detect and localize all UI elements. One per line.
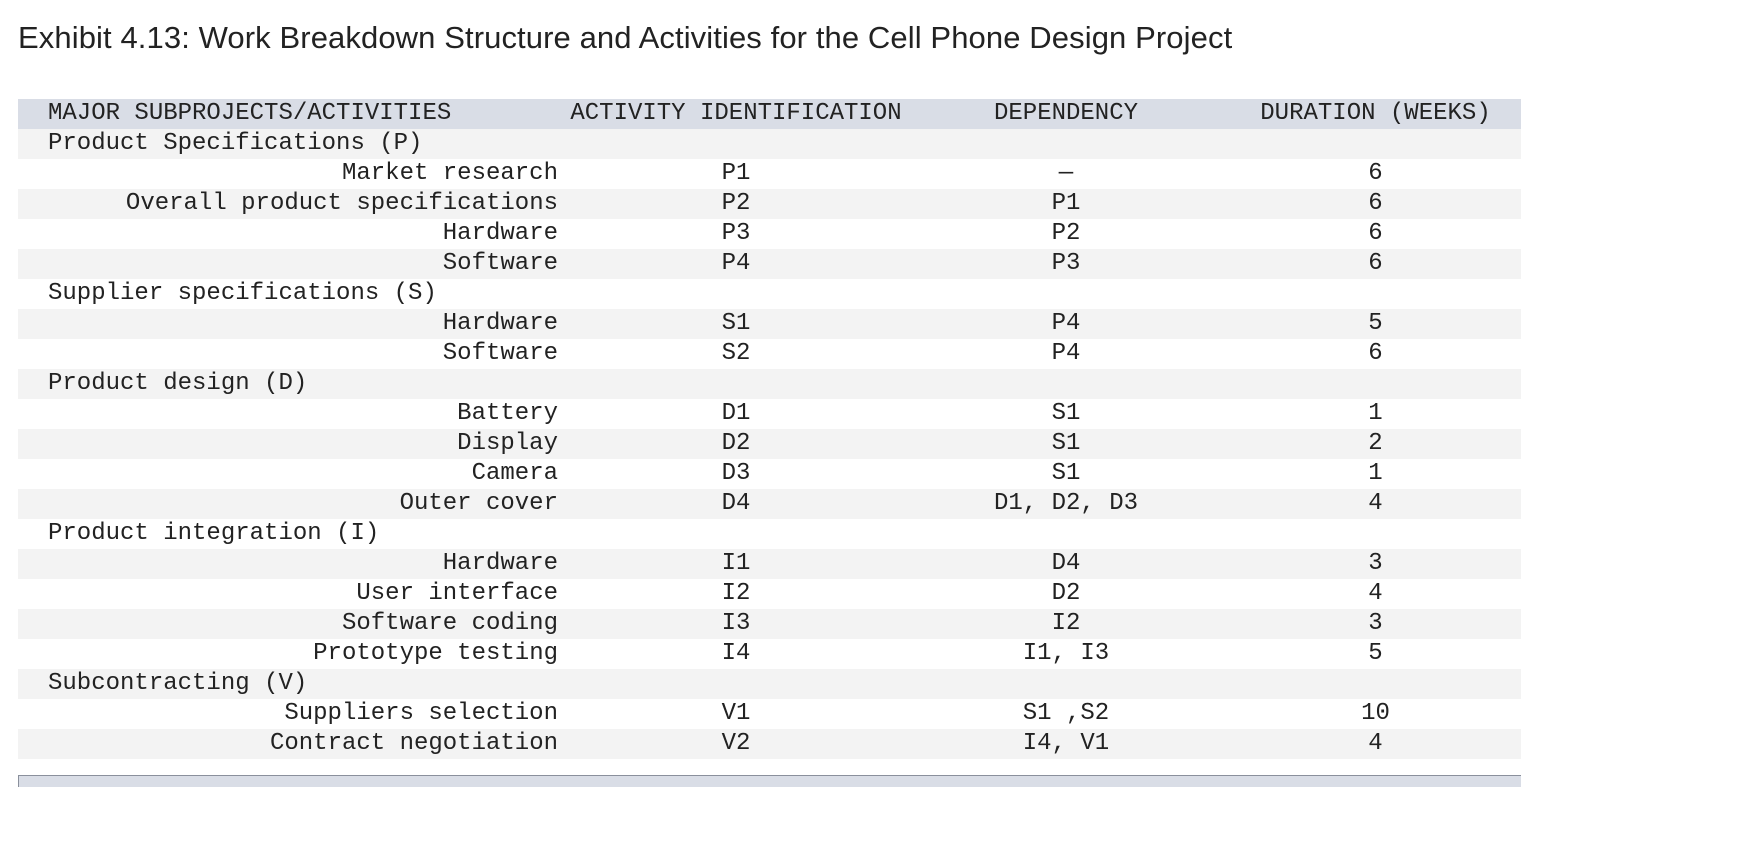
- activity-duration: 6: [1368, 190, 1383, 217]
- group-row: [18, 279, 1521, 309]
- activity-label: Software: [442, 250, 558, 277]
- activity-row: [18, 219, 1521, 249]
- activity-duration: 2: [1368, 430, 1383, 457]
- activity-id: D2: [721, 430, 751, 457]
- activity-label: User interface: [356, 580, 558, 607]
- activity-duration: 3: [1368, 610, 1383, 637]
- empty-cell: [570, 129, 902, 159]
- group-row: [18, 369, 1521, 399]
- header-major-subprojects: MAJOR SUBPROJECTS/ACTIVITIES: [48, 100, 452, 127]
- activity-id: S2: [721, 340, 751, 367]
- activity-row: [18, 159, 1521, 189]
- activity-dependency: P1: [1051, 190, 1081, 217]
- group-label: Product Specifications (P): [48, 130, 423, 157]
- activity-row: [18, 549, 1521, 579]
- group-row: [18, 129, 1521, 159]
- activity-label: Software coding: [341, 610, 558, 637]
- header-dependency: DEPENDENCY: [993, 100, 1139, 127]
- group-row: [18, 669, 1521, 699]
- empty-cell: [570, 279, 902, 309]
- table-footer-bar: [18, 775, 1521, 787]
- activity-label: Prototype testing: [313, 640, 558, 667]
- activity-row: [18, 489, 1521, 519]
- activity-dependency: S1: [1051, 430, 1081, 457]
- activity-dependency: P3: [1051, 250, 1081, 277]
- activity-label: Overall product specifications: [125, 190, 558, 217]
- activity-id: D1: [721, 400, 751, 427]
- activity-row: [18, 609, 1521, 639]
- activity-id: V1: [721, 700, 751, 727]
- group-label: Product design (D): [48, 370, 308, 397]
- activity-row: [18, 309, 1521, 339]
- activity-duration: 1: [1368, 460, 1383, 487]
- header-activity-identification: ACTIVITY IDENTIFICATION: [570, 100, 902, 127]
- table-header-row: [18, 99, 1521, 129]
- empty-cell: [570, 669, 902, 699]
- activity-dependency: P4: [1051, 340, 1081, 367]
- activity-row: [18, 699, 1521, 729]
- activity-row: [18, 459, 1521, 489]
- activity-dependency: D2: [1051, 580, 1081, 607]
- group-row: [18, 519, 1521, 549]
- activity-duration: 6: [1368, 340, 1383, 367]
- activity-dependency: D1, D2, D3: [993, 490, 1139, 517]
- group-label: Supplier specifications (S): [48, 280, 437, 307]
- activity-duration: 4: [1368, 730, 1383, 757]
- empty-cell: [570, 369, 902, 399]
- activity-dependency: I4, V1: [1022, 730, 1110, 757]
- empty-cell: [1230, 669, 1521, 699]
- header-duration: DURATION (WEEKS): [1260, 100, 1491, 127]
- activity-row: [18, 579, 1521, 609]
- empty-cell: [902, 669, 1230, 699]
- activity-id: I2: [721, 580, 751, 607]
- activity-duration: 4: [1368, 490, 1383, 517]
- activity-label: Market research: [341, 160, 558, 187]
- activity-label: Hardware: [442, 550, 558, 577]
- activity-row: [18, 339, 1521, 369]
- activity-row: [18, 639, 1521, 669]
- activity-row: [18, 429, 1521, 459]
- activity-duration: 3: [1368, 550, 1383, 577]
- activity-dependency: S1: [1051, 460, 1081, 487]
- activity-duration: 6: [1368, 250, 1383, 277]
- table-body: [18, 129, 1521, 759]
- exhibit-title: Exhibit 4.13: Work Breakdown Structure and Activities for the Cell Phone Design Project: [18, 20, 1233, 55]
- activity-label: Camera: [471, 460, 558, 487]
- activity-id: I4: [721, 640, 751, 667]
- activity-dependency: P4: [1051, 310, 1081, 337]
- activity-label: Suppliers selection: [284, 700, 558, 727]
- empty-cell: [570, 519, 902, 549]
- activity-duration: 4: [1368, 580, 1383, 607]
- activity-id: P4: [721, 250, 751, 277]
- activity-id: P2: [721, 190, 751, 217]
- activity-duration: 5: [1368, 640, 1383, 667]
- group-label: Subcontracting (V): [48, 670, 308, 697]
- activity-id: S1: [721, 310, 751, 337]
- activity-dependency: D4: [1051, 550, 1081, 577]
- activity-dependency: —: [1058, 160, 1074, 187]
- activity-id: I1: [721, 550, 751, 577]
- empty-cell: [902, 519, 1230, 549]
- activity-duration: 10: [1361, 700, 1390, 727]
- activity-id: D4: [721, 490, 751, 517]
- group-label: Product integration (I): [48, 520, 380, 547]
- activity-dependency: P2: [1051, 220, 1081, 247]
- empty-cell: [1230, 129, 1521, 159]
- activity-id: P3: [721, 220, 751, 247]
- empty-cell: [902, 279, 1230, 309]
- empty-cell: [902, 129, 1230, 159]
- activity-id: I3: [721, 610, 751, 637]
- activity-label: Hardware: [442, 220, 558, 247]
- activity-label: Software: [442, 340, 558, 367]
- activity-duration: 6: [1368, 220, 1383, 247]
- activity-label: Display: [457, 430, 558, 457]
- wbs-table: [18, 99, 1521, 759]
- activity-row: [18, 399, 1521, 429]
- activity-dependency: S1: [1051, 400, 1081, 427]
- empty-cell: [902, 369, 1230, 399]
- activity-duration: 6: [1368, 160, 1383, 187]
- activity-row: [18, 189, 1521, 219]
- empty-cell: [1230, 519, 1521, 549]
- activity-row: [18, 729, 1521, 759]
- activity-dependency: I1, I3: [1022, 640, 1110, 667]
- activity-dependency: I2: [1051, 610, 1081, 637]
- empty-cell: [1230, 369, 1521, 399]
- activity-id: D3: [721, 460, 751, 487]
- activity-duration: 1: [1368, 400, 1383, 427]
- activity-duration: 5: [1368, 310, 1383, 337]
- empty-cell: [1230, 279, 1521, 309]
- activity-label: Outer cover: [399, 490, 558, 517]
- activity-id: P1: [721, 160, 751, 187]
- activity-label: Battery: [457, 400, 558, 427]
- activity-dependency: S1 ,S2: [1022, 700, 1110, 727]
- activity-id: V2: [721, 730, 751, 757]
- activity-row: [18, 249, 1521, 279]
- activity-label: Contract negotiation: [269, 730, 558, 757]
- activity-label: Hardware: [442, 310, 558, 337]
